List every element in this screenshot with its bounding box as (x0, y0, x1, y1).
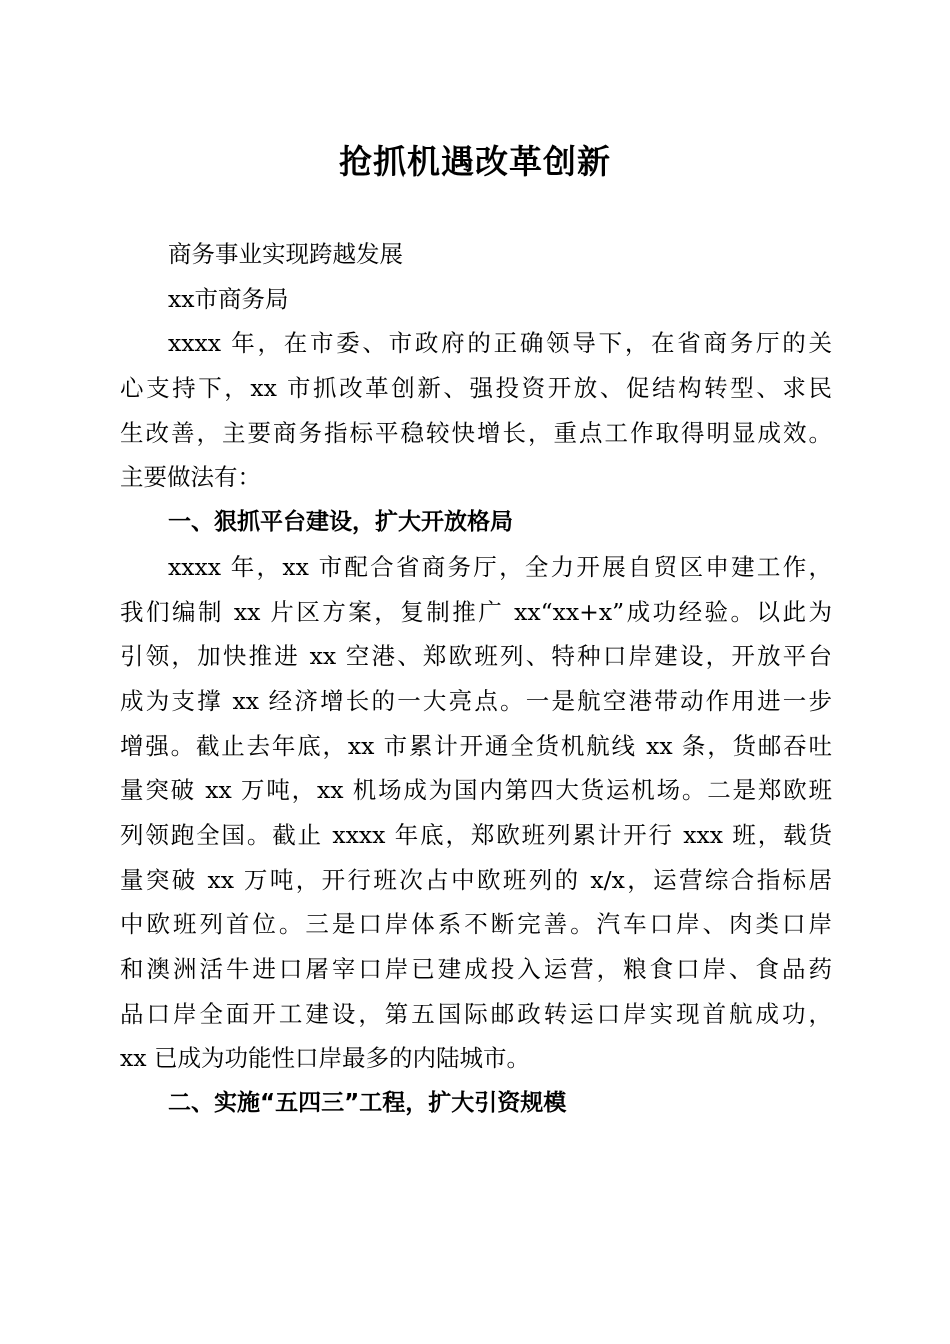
document-title: 抢抓机遇改革创新 (339, 142, 611, 181)
paragraph-line: 列领跑全国。截止 xxxx 年底，郑欧班列累计开行 xxx 班，载货 (120, 820, 832, 849)
paragraph-line: 引领，加快推进 xx 空港、郑欧班列、特种口岸建设，开放平台 (120, 642, 832, 671)
section1-paragraph (120, 545, 832, 1081)
subtitle: 商务事业实现跨越发展 (168, 240, 403, 268)
paragraph-line: 品口岸全面开工建设，第五国际邮政转运口岸实现首航成功， (120, 999, 832, 1028)
paragraph-line: 量突破 xx 万吨，xx 机场成为国内第四大货运机场。二是郑欧班 (120, 776, 832, 805)
intro-paragraph (120, 321, 832, 500)
paragraph-line: 心支持下，xx 市抓改革创新、强投资开放、促结构转型、求民 (120, 374, 832, 403)
section-heading-2: 二、实施“五四三”工程，扩大引资规模 (168, 1090, 567, 1117)
author: xx市商务局 (168, 284, 289, 313)
paragraph-line: 我们编制 xx 片区方案，复制推广 xx“xx+x”成功经验。以此为 (120, 597, 832, 626)
paragraph-line: 增强。截止去年底，xx 市累计开通全货机航线 xx 条，货邮吞吐 (120, 731, 832, 760)
paragraph-line: 生改善，主要商务指标平稳较快增长，重点工作取得明显成效。 (120, 418, 832, 447)
document-body (120, 232, 832, 1126)
section-heading-1: 一、狠抓平台建设，扩大开放格局 (168, 509, 513, 536)
paragraph-line: 主要做法有： (120, 463, 261, 492)
paragraph-line: 量突破 xx 万吨，开行班次占中欧班列的 x/x，运营综合指标居 (120, 865, 832, 894)
paragraph-line: 和澳洲活牛进口屠宰口岸已建成投入运营，粮食口岸、食品药 (120, 955, 832, 983)
paragraph-line: xx 已成为功能性口岸最多的内陆城市。 (120, 1044, 530, 1073)
paragraph-line: 中欧班列首位。三是口岸体系不断完善。汽车口岸、肉类口岸 (120, 910, 832, 939)
paragraph-line: xxxx 年，xx 市配合省商务厅，全力开展自贸区申建工作， (168, 552, 832, 581)
paragraph-line: 成为支撑 xx 经济增长的一大亮点。一是航空港带动作用进一步 (120, 686, 832, 715)
paragraph-line: xxxx 年，在市委、市政府的正确领导下，在省商务厅的关 (168, 329, 832, 358)
